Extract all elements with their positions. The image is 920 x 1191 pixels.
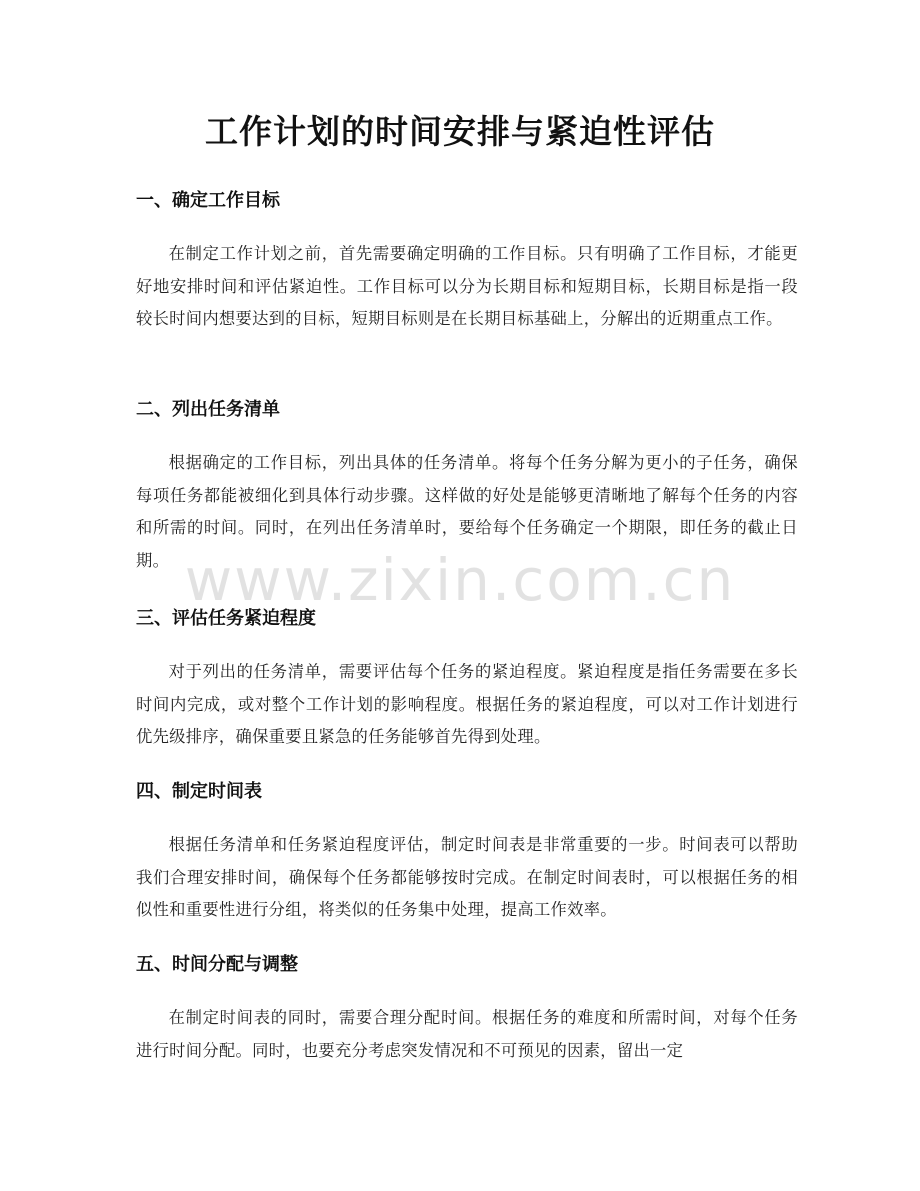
document-title: 工作计划的时间安排与紧迫性评估: [205, 112, 715, 151]
watermark: www.zixin.com.cn: [184, 546, 736, 614]
section-heading: 五、时间分配与调整: [136, 954, 298, 975]
section-task-list: [136, 397, 798, 577]
section-heading: 二、列出任务清单: [136, 399, 280, 420]
section-goals: [136, 188, 798, 336]
section-schedule: [136, 779, 798, 927]
section-heading: 三、评估任务紧迫程度: [136, 608, 316, 629]
section-paragraph: 在制定时间表的同时，需要合理分配时间。根据任务的难度和所需时间，对每个任务进行时间分配。同时，也要充分考虑突发情况和不可预见的因素，留出一定: [136, 1008, 798, 1060]
section-urgency: [136, 606, 798, 754]
section-paragraph: 根据任务清单和任务紧迫程度评估，制定时间表是非常重要的一步。时间表可以帮助我们合理安排时间，确保每个任务都能够按时完成。在制定时间表时，可以根据任务的相似性和重要性进行分组，将类似的任务集中处理，提高工作效率。: [136, 835, 798, 919]
section-paragraph: 对于列出的任务清单，需要评估每个任务的紧迫程度。紧迫程度是指任务需要在多长时间内完成，或对整个工作计划的影响程度。根据任务的紧迫程度，可以对工作计划进行优先级排序，确保重要且紧急的任务能够首先得到处理。: [136, 662, 798, 746]
section-paragraph: 在制定工作计划之前，首先需要确定明确的工作目标。只有明确了工作目标，才能更好地安排时间和评估紧迫性。工作目标可以分为长期目标和短期目标，长期目标是指一段较长时间内想要达到的目标，短期目标则是在长期目标基础上，分解出的近期重点工作。: [136, 244, 798, 328]
section-heading: 四、制定时间表: [136, 781, 262, 802]
section-time-allocation: [136, 952, 798, 1067]
section-paragraph: 根据确定的工作目标，列出具体的任务清单。将每个任务分解为更小的子任务，确保每项任务都能被细化到具体行动步骤。这样做的好处是能够更清晰地了解每个任务的内容和所需的时间。同时，在列出任务清单时，要给每个任务确定一个期限，即任务的截止日期。: [136, 453, 798, 570]
section-heading: 一、确定工作目标: [136, 190, 280, 211]
